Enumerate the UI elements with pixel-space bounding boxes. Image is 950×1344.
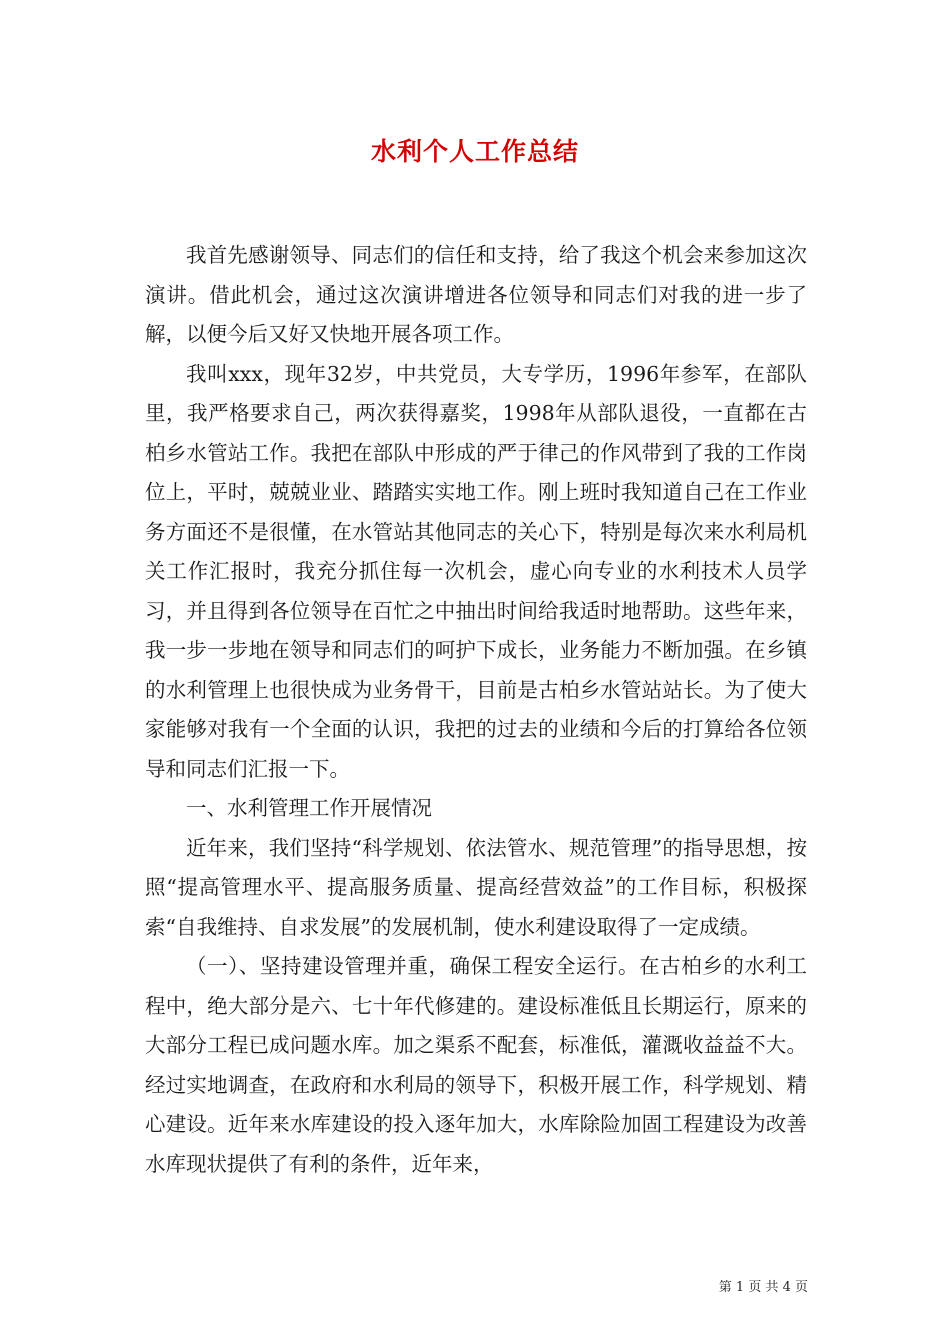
paragraph-2: 我叫xxx，现年32岁，中共党员，大专学历，1996年参军，在部队里，我严格要求自己，两次获得嘉奖，1998年从部队退役，一直都在古柏乡水管站工作。我把在部队中形成的严于律己的作风带到了我的工作岗位上，平时，兢兢业业、踏踏实实地工作。刚上班时我知道自己在工作业务方面还不是很懂，在水管站其他同志的关心下，特别是每次来水利局机关工作汇报时，我充分抓住每一次机会，虚心向专业的水利技术人员学习，并且得到各位领导在百忙之中抽出时间给我适时地帮助。这些年来，我一步一步地在领导和同志们的呵护下成长，业务能力不断加强。在乡镇的水利管理上也很快成为业务骨干，目前是古柏乡水管站站长。为了使大家能够对我有一个全面的认识，我把的过去的业绩和今后的打算给各位领导和同志们汇报一下。 — [145, 361, 807, 781]
paragraph-4: （一）、坚持建设管理并重，确保工程安全运行。在古柏乡的水利工程中，绝大部分是六、七十年代修建的。建设标准低且长期运行，原来的大部分工程已成问题水库。加之渠系不配套，标准低，灌溉收益益不大。经过实地调查，在政府和水利局的领导下，积极开展工作，科学规划、精心建设。近年来水库建设的投入逐年加大，水库除险加固工程建设为改善水库现状提供了有利的条件，近年来， — [145, 954, 807, 1176]
document-body — [145, 236, 807, 1184]
paragraph-1: 我首先感谢领导、同志们的信任和支持，给了我这个机会来参加这次演讲。借此机会，通过这次演讲增进各位领导和同志们对我的进一步了解，以便今后又好又快地开展各项工作。 — [145, 243, 807, 346]
page-number-footer: 第 1 页 共 4 页 — [718, 1280, 808, 1295]
document-title: 水利个人工作总结 — [370, 137, 579, 166]
section-heading: 一、水利管理工作开展情况 — [186, 796, 432, 820]
paragraph-3: 近年来，我们坚持“科学规划、依法管水、规范管理”的指导思想，按照“提高管理水平、提高服务质量、提高经营效益”的工作目标，积极探索“自我维持、自求发展”的发展机制，使水利建设取得了一定成绩。 — [145, 835, 807, 939]
